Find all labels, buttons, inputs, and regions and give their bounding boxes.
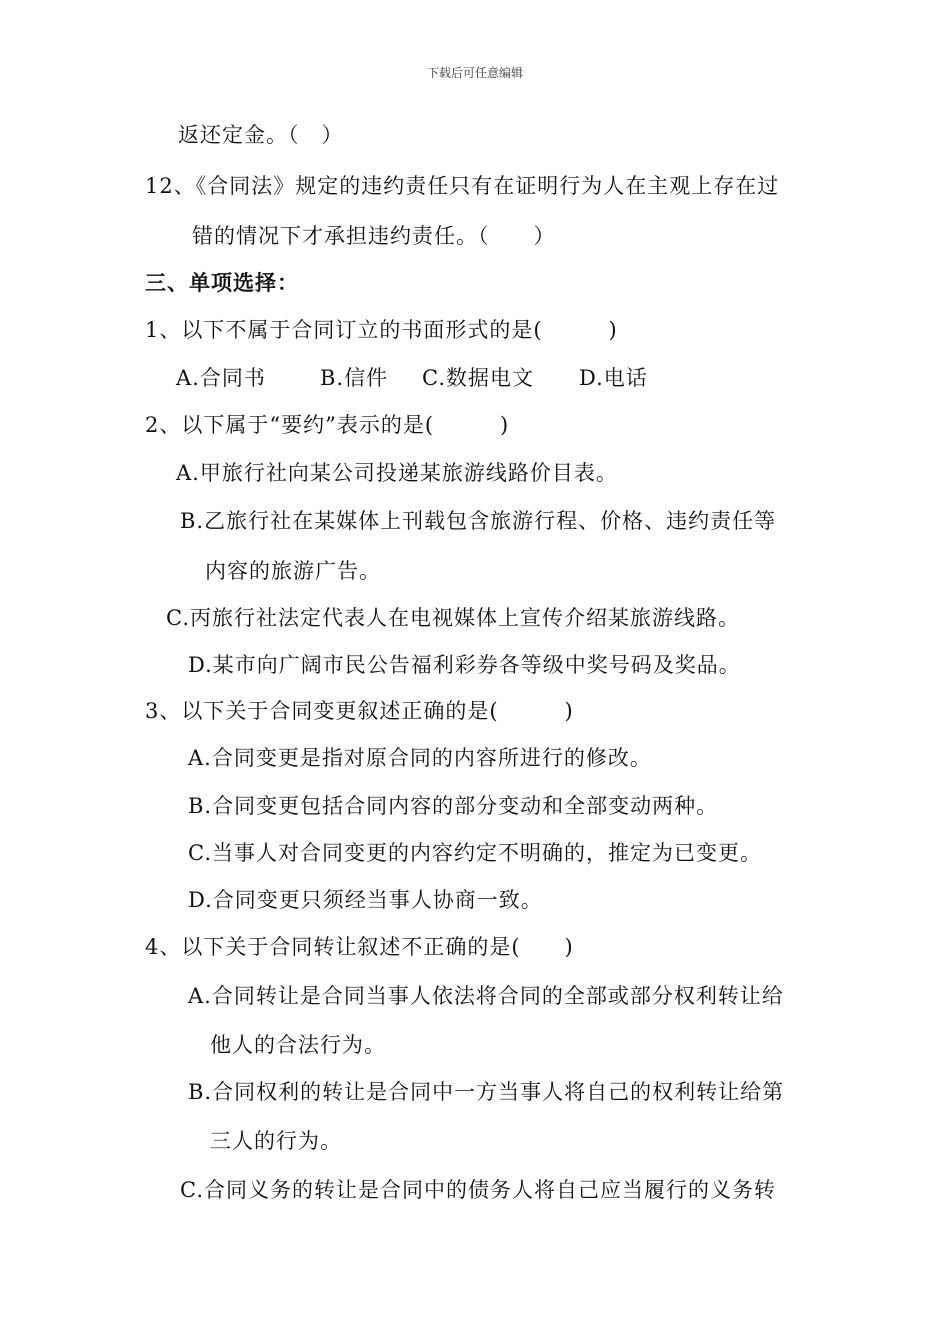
mc-q4-option-a-continuation: 他人的合法行为。 [210, 1033, 386, 1057]
mc-q3-option-b: B.合同变更包括合同内容的部分变动和全部变动两种。 [188, 794, 719, 818]
mc-q3-option-c: C.当事人对合同变更的内容约定不明确的，推定为已变更。 [188, 841, 762, 865]
mc-q4-text: 4、以下关于合同转让叙述不正确的是( ) [145, 935, 574, 959]
mc-q4-option-a: A.合同转让是合同当事人依法将合同的全部或部分权利转让给 [188, 984, 784, 1008]
mc-q2-option-b-continuation: 内容的旅游广告。 [205, 559, 381, 583]
mc-q2-option-d: D.某市向广阔市民公告福利彩券各等级中奖号码及奖品。 [188, 653, 741, 677]
q11-continuation: 返还定金。（ ） [178, 123, 344, 147]
q12-continuation: 错的情况下才承担违约责任。（ ） [192, 224, 556, 248]
mc-q4-option-b: B.合同权利的转让是合同中一方当事人将自己的权利转让给第 [188, 1080, 785, 1104]
mc-q2-option-a: A.甲旅行社向某公司投递某旅游线路价目表。 [176, 461, 618, 485]
mc-q3-option-d: D.合同变更只须经当事人协商一致。 [188, 888, 543, 912]
page-header: 下载后可任意编辑 [426, 66, 523, 80]
mc-q3-text: 3、以下关于合同变更叙述正确的是( ) [145, 699, 574, 723]
mc-q2-text: 2、以下属于“要约”表示的是( ) [145, 413, 510, 437]
mc-q2-option-b: B.乙旅行社在某媒体上刊载包含旅游行程、价格、违约责任等 [180, 509, 777, 533]
mc-q1-options [176, 364, 648, 392]
mc-q4-option-b-continuation: 三人的行为。 [210, 1129, 342, 1153]
mc-q1-option-c: C.数据电文 [422, 366, 534, 390]
section-title-single-choice: 三、单项选择： [145, 271, 299, 295]
mc-q1-option-d: D.电话 [579, 366, 648, 390]
q12-text: 12、《合同法》规定的违约责任只有在证明行为人在主观上存在过 [145, 174, 780, 198]
mc-q4-option-c: C.合同义务的转让是合同中的债务人将自己应当履行的义务转 [180, 1178, 776, 1202]
mc-q3-option-a: A.合同变更是指对原合同的内容所进行的修改。 [188, 746, 652, 770]
mc-q1-option-b: B.信件 [320, 366, 389, 390]
mc-q1-text: 1、以下不属于合同订立的书面形式的是( ) [145, 318, 618, 342]
mc-q1-option-a: A.合同书 [176, 366, 266, 390]
mc-q2-option-c: C.丙旅行社法定代表人在电视媒体上宣传介绍某旅游线路。 [166, 606, 740, 630]
